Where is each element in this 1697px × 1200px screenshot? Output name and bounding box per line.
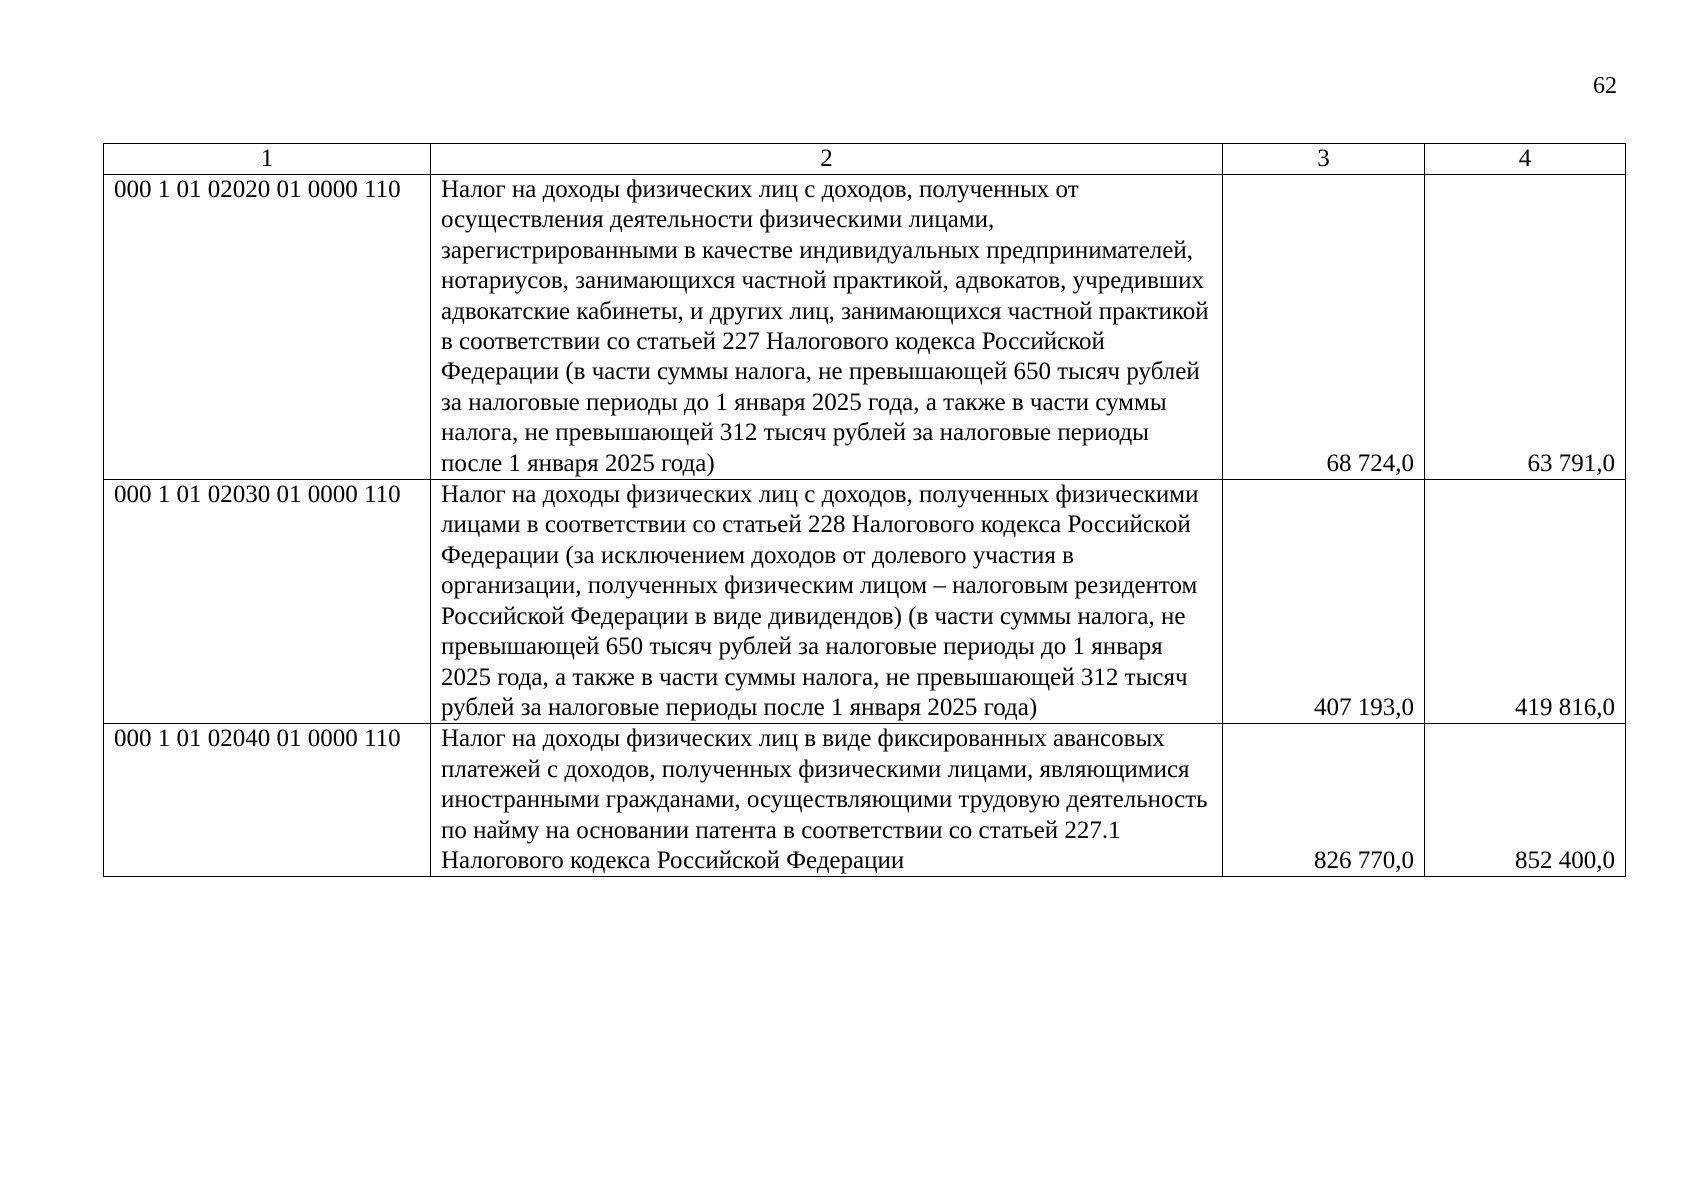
value-cell-col4: 63 791,0 bbox=[1425, 175, 1626, 480]
value-cell-col4: 419 816,0 bbox=[1425, 480, 1626, 724]
value-cell-col3: 826 770,0 bbox=[1223, 724, 1425, 877]
column-header-4: 4 bbox=[1425, 144, 1626, 175]
header-row bbox=[104, 144, 1626, 175]
table-row bbox=[104, 480, 1626, 724]
description-cell: Налог на доходы физических лиц с доходов, полученных физическими лицами в соответствии со статьей 228 Налогового кодекса Российской Федерации (за исключением доходов от долевого участия в организации, полученных физическим лицом – налоговым резидентом Российской Федерации в виде дивидендов) (в части суммы налога, не превышающей 650 тысяч рублей за налоговые периоды до 1 января 2025 года, а также в части суммы налога, не превышающей 312 тысяч рублей за налоговые периоды после 1 января 2025 года) bbox=[431, 480, 1223, 724]
budget-table bbox=[103, 143, 1626, 877]
budget-code-cell: 000 1 01 02030 01 0000 110 bbox=[104, 480, 431, 724]
value-cell-col3: 68 724,0 bbox=[1223, 175, 1425, 480]
value-cell-col4: 852 400,0 bbox=[1425, 724, 1626, 877]
table-row bbox=[104, 724, 1626, 877]
budget-code-cell: 000 1 01 02040 01 0000 110 bbox=[104, 724, 431, 877]
page-number: 62 bbox=[1593, 73, 1617, 99]
column-header-1: 1 bbox=[104, 144, 431, 175]
column-header-3: 3 bbox=[1223, 144, 1425, 175]
description-cell: Налог на доходы физических лиц в виде фиксированных авансовых платежей с доходов, полученных физическими лицами, являющимися иностранными гражданами, осуществляющими трудовую деятельность по найму на основании патента в соответствии со статьей 227.1 Налогового кодекса Российской Федерации bbox=[431, 724, 1223, 877]
budget-code-cell: 000 1 01 02020 01 0000 110 bbox=[104, 175, 431, 480]
column-header-2: 2 bbox=[431, 144, 1223, 175]
value-cell-col3: 407 193,0 bbox=[1223, 480, 1425, 724]
table-row bbox=[104, 175, 1626, 480]
description-cell: Налог на доходы физических лиц с доходов, полученных от осуществления деятельности физическими лицами, зарегистрированными в качестве индивидуальных предпринимателей, нотариусов, занимающихся частной практикой, адвокатов, учредивших адвокатские кабинеты, и других лиц, занимающихся частной практикой в соответствии со статьей 227 Налогового кодекса Российской Федерации (в части суммы налога, не превышающей 650 тысяч рублей за налоговые периоды до 1 января 2025 года, а также в части суммы налога, не превышающей 312 тысяч рублей за налоговые периоды после 1 января 2025 года) bbox=[431, 175, 1223, 480]
